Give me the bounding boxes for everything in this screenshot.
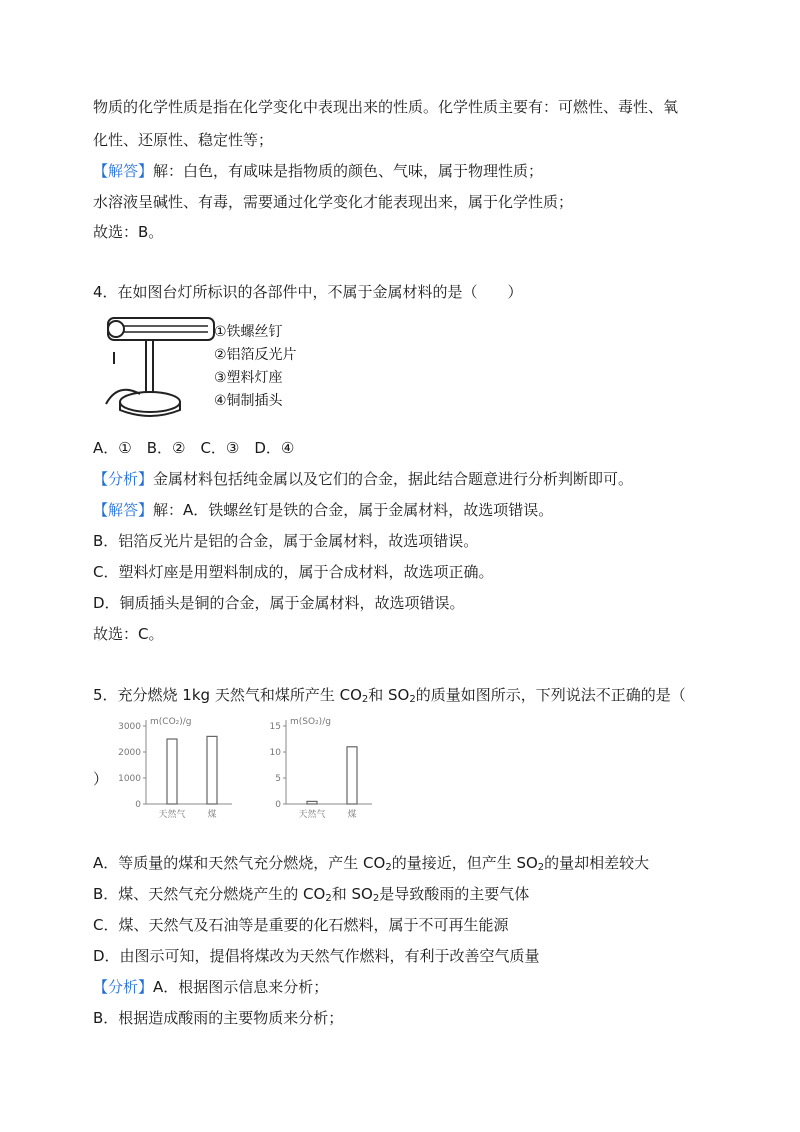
lamp-label-3: ③塑料灯座 bbox=[214, 370, 283, 386]
subscript: 2 bbox=[409, 694, 416, 705]
q5-stem bbox=[93, 684, 686, 706]
x-tick-label: 煤 bbox=[347, 810, 357, 820]
q4-analysis bbox=[93, 468, 633, 490]
q4-answer-d: D．铜质插头是铜的合金，属于金属材料，故选项错误。 bbox=[93, 594, 465, 612]
desk-lamp-figure bbox=[96, 312, 316, 422]
bar-natural-gas bbox=[307, 801, 317, 804]
q5-stem-part: 和 SO bbox=[368, 686, 410, 704]
subscript: 2 bbox=[385, 862, 392, 873]
q4-answer-a-text: 解：A．铁螺丝钉是铁的合金，属于金属材料，故选项错误。 bbox=[153, 501, 554, 519]
bar-coal bbox=[207, 736, 217, 804]
y-tick-label: 2000 bbox=[118, 748, 141, 758]
q5-analysis-a bbox=[93, 976, 328, 998]
q5-option-c: C．煤、天然气及石油等是重要的化石燃料，属于不可再生能源 bbox=[93, 916, 509, 934]
q5-option-a bbox=[93, 852, 649, 874]
option-text: 和 SO bbox=[331, 885, 373, 903]
subscript: 2 bbox=[361, 694, 369, 705]
q4-choice: 故选：C。 bbox=[93, 625, 164, 643]
analysis-tag: 【分析】 bbox=[93, 470, 154, 488]
q5-stem-end: ） bbox=[93, 770, 109, 788]
y-tick-label: 15 bbox=[269, 722, 281, 732]
bar-natural-gas bbox=[167, 739, 177, 804]
q5-stem-part: 的质量如图所示，下列说法不正确的是（ bbox=[415, 686, 686, 704]
subscript: 2 bbox=[537, 862, 545, 873]
x-tick-label: 煤 bbox=[207, 810, 217, 820]
lamp-drawing bbox=[106, 318, 214, 416]
option-text: 是导致酸雨的主要气体 bbox=[379, 885, 530, 903]
bar-coal bbox=[347, 747, 357, 804]
x-tick-label: 天然气 bbox=[158, 810, 186, 820]
subscript: 2 bbox=[372, 893, 380, 904]
q5-option-b bbox=[93, 883, 529, 905]
option-text: B．煤、天然气充分燃烧产生的 CO bbox=[93, 885, 326, 903]
answer-tag: 【解答】 bbox=[93, 501, 154, 519]
analysis-tag: 【分析】 bbox=[93, 978, 154, 996]
answer-tag: 【解答】 bbox=[93, 162, 154, 180]
q5-analysis-a-text: A．根据图示信息来分析； bbox=[153, 978, 329, 996]
y-tick-label: 3000 bbox=[118, 722, 141, 732]
lamp-label-1: ①铁螺丝钉 bbox=[214, 324, 283, 340]
q4-answer-c: C．塑料灯座是用塑料制成的，属于合成材料，故选项正确。 bbox=[93, 563, 494, 581]
chart-title: m(CO₂)/g bbox=[150, 717, 192, 727]
option-text: A．等质量的煤和天然气充分燃烧，产生 CO bbox=[93, 854, 386, 872]
y-tick-label: 1000 bbox=[118, 774, 141, 784]
lamp-label-4: ④铜制插头 bbox=[214, 393, 283, 409]
prev-answer-choice: 故选：B。 bbox=[93, 223, 164, 241]
x-tick-label: 天然气 bbox=[298, 810, 326, 820]
q5-stem-part: 5．充分燃烧 1kg 天然气和煤所产生 CO bbox=[93, 686, 362, 704]
q4-analysis-text: 金属材料包括纯金属以及它们的合金，据此结合题意进行分析判断即可。 bbox=[153, 470, 634, 488]
q4-options: A．① B．② C．③ D．④ bbox=[93, 439, 295, 457]
q4-stem: 4．在如图台灯所标识的各部件中，不属于金属材料的是（ ） bbox=[93, 283, 523, 301]
y-tick-label: 10 bbox=[269, 748, 281, 758]
q4-answer-a bbox=[93, 499, 553, 521]
intro-line-1: 物质的化学性质是指在化学变化中表现出来的性质。化学性质主要有：可燃性、毒性、氧 bbox=[93, 98, 679, 116]
prev-answer-line-1 bbox=[93, 160, 543, 182]
prev-answer-line-2: 水溶液呈碱性、有毒，需要通过化学变化才能表现出来，属于化学性质； bbox=[93, 193, 574, 211]
y-tick-label: 0 bbox=[135, 800, 141, 810]
prev-answer-text: 解：白色，有咸味是指物质的颜色、气味，属于物理性质； bbox=[153, 162, 544, 180]
option-text: 的量却相差较大 bbox=[544, 854, 650, 872]
so2-bar-chart bbox=[250, 712, 380, 832]
co2-bar-chart bbox=[110, 712, 240, 832]
subscript: 2 bbox=[325, 893, 332, 904]
option-text: 的量接近，但产生 SO bbox=[391, 854, 538, 872]
q5-option-d: D．由图示可知，提倡将煤改为天然气作燃料，有利于改善空气质量 bbox=[93, 947, 540, 965]
chart-title: m(SO₂)/g bbox=[290, 717, 331, 727]
lamp-label-2: ②铝箔反光片 bbox=[214, 347, 297, 363]
q4-answer-b: B．铝箔反光片是铝的合金，属于金属材料，故选项错误。 bbox=[93, 532, 479, 550]
y-tick-label: 5 bbox=[275, 774, 281, 784]
y-tick-label: 0 bbox=[275, 800, 281, 810]
intro-line-2: 化性、还原性、稳定性等； bbox=[93, 131, 274, 149]
q5-analysis-b: B．根据造成酸雨的主要物质来分析； bbox=[93, 1009, 344, 1027]
